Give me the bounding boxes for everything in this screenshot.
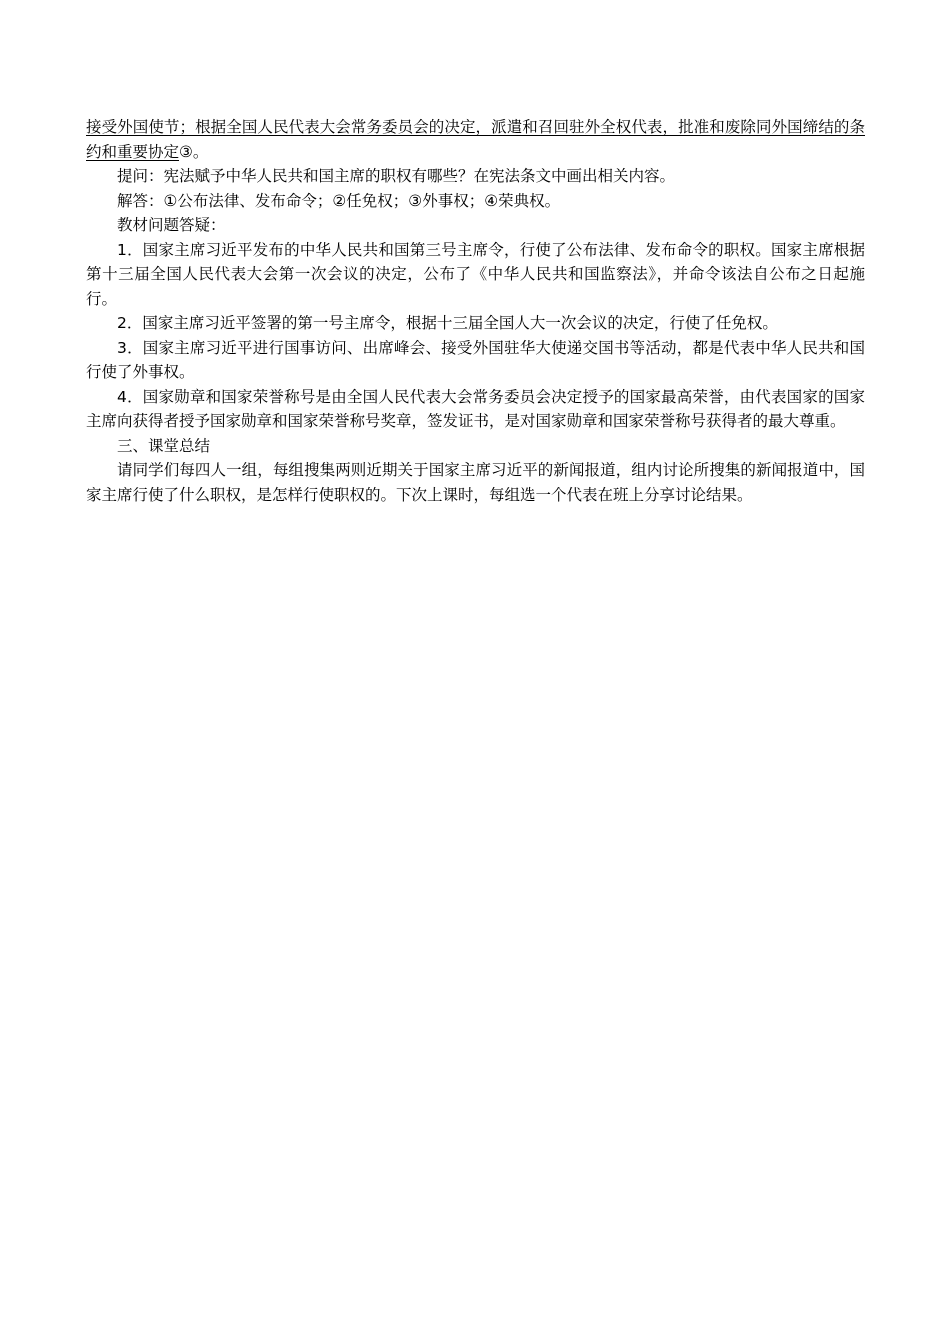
question-paragraph: 提问：宪法赋予中华人民共和国主席的职权有哪些？在宪法条文中画出相关内容。 (117, 167, 676, 185)
document-page (86, 115, 865, 507)
footnote-ref: ③ (179, 142, 193, 161)
qa-item-4: 4．国家勋章和国家荣誉称号是由全国人民代表大会常务委员会决定授予的国家最高荣誉，由代表国家的国家主席向获得者授予国家勋章和国家荣誉称号奖章，签发证书，是对国家勋章和国家荣誉称号获得者的最大尊重。 (86, 387, 865, 430)
section-heading: 三、课堂总结 (117, 436, 211, 455)
qa-item-2: 2．国家主席习近平签署的第一号主席令，根据十三届全国人大一次会议的决定，行使了任免权。 (117, 314, 778, 332)
sentence-end: 。 (192, 142, 209, 161)
qa-item-3: 3．国家主席习近平进行国事访问、出席峰会、接受外国驻华大使递交国书等活动，都是代表中华人民共和国行使了外事权。 (86, 338, 865, 381)
underlined-constitution-text: 接受外国使节；根据全国人民代表大会常务委员会的决定，派遣和召回驻外全权代表，批准和废除同外国缔结的条约和重要协定 (86, 118, 865, 161)
answer-paragraph: 解答：①公布法律、发布命令；②任免权；③外事权；④荣典权。 (117, 191, 561, 210)
continuation-paragraph (86, 115, 865, 164)
qa-heading: 教材问题答疑： (117, 216, 226, 234)
qa-item-1: 1．国家主席习近平发布的中华人民共和国第三号主席令，行使了公布法律、发布命令的职权。国家主席根据第十三届全国人民代表大会第一次会议的决定，公布了《中华人民共和国监察法》，并命令该法自公布之日起施行。 (86, 240, 865, 308)
summary-paragraph: 请同学们每四人一组，每组搜集两则近期关于国家主席习近平的新闻报道，组内讨论所搜集的新闻报道中，国家主席行使了什么职权，是怎样行使职权的。下次上课时，每组选一个代表在班上分享讨论结果。 (86, 461, 865, 504)
